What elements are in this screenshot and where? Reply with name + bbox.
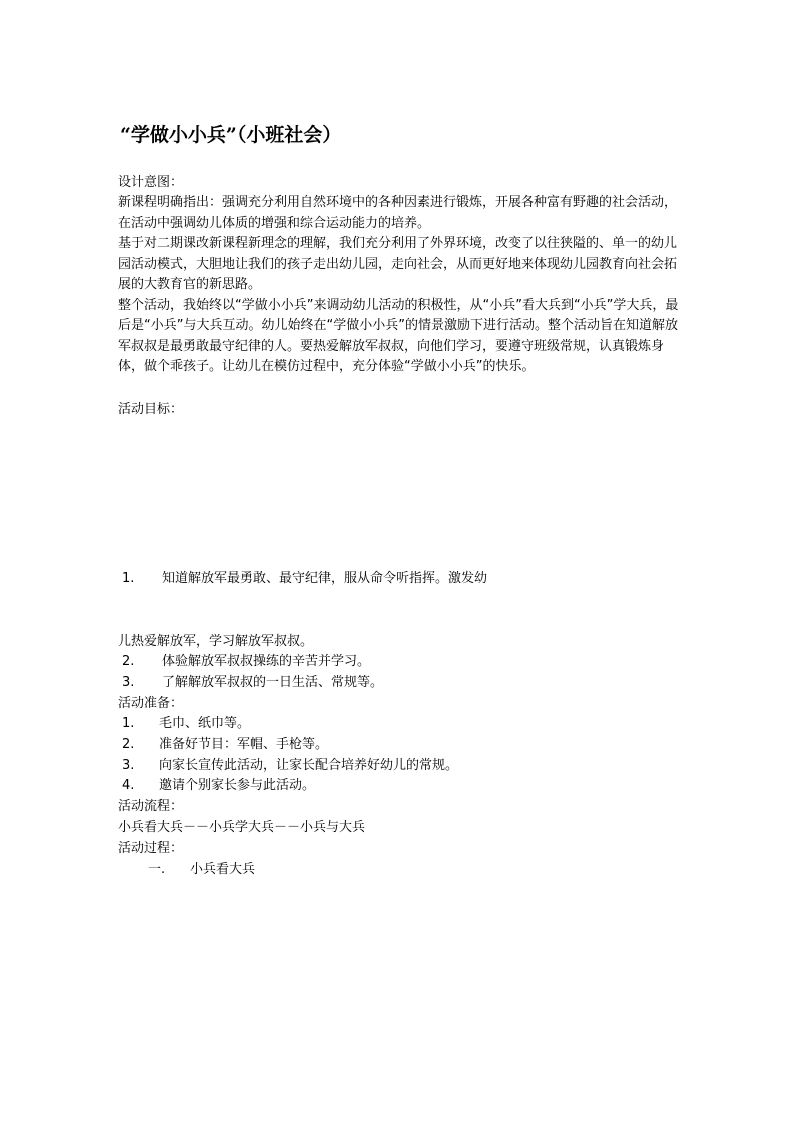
document-title: “学做小小兵”（小班社会） bbox=[120, 124, 342, 146]
process-number: 一. bbox=[148, 862, 166, 877]
prep-number: 1. bbox=[122, 716, 135, 731]
prep-number: 4. bbox=[122, 778, 135, 793]
flow-label: 活动流程： bbox=[118, 799, 184, 814]
design-intent-label: 设计意图： bbox=[118, 175, 184, 190]
goal-1-continuation: 儿热爱解放军，学习解放军叔叔。 bbox=[118, 634, 314, 649]
intent-paragraph: 新课程明确指出：强调充分利用自然环境中的各种因素进行锻炼，开展各种富有野趣的社会活动，在活动中强调幼儿体质的增强和综合运动能力的培养。 bbox=[118, 195, 678, 231]
prep-text: 邀请个别家长参与此活动。 bbox=[159, 778, 316, 793]
goals-label: 活动目标： bbox=[118, 402, 184, 417]
goal-text: 知道解放军最勇敢、最守纪律，服从命令听指挥。激发幼 bbox=[162, 571, 488, 586]
goal-number: 1. bbox=[122, 571, 135, 586]
goal-text: 了解解放军叔叔的一日生活、常规等。 bbox=[162, 675, 384, 690]
process-label: 活动过程： bbox=[118, 841, 184, 856]
flow-text: 小兵看大兵－－小兵学大兵－－小兵与大兵 bbox=[118, 820, 366, 835]
process-text: 小兵看大兵 bbox=[190, 862, 256, 877]
goal-number: 2. bbox=[122, 654, 135, 669]
intent-paragraph: 整个活动，我始终以“学做小小兵”来调动幼儿活动的积极性，从“小兵”看大兵到“小兵”学大兵，最后是“小兵”与大兵互动。幼儿始终在“学做小小兵”的情景激励下进行活动。整个活动旨在知道解放军叔叔是最勇敢最守纪律的人。要热爱解放军叔叔，向他们学习，要遵守班级常规，认真锻炼身体，做个乖孩子。让幼儿在模仿过程中，充分体验“学做小小兵”的快乐。 bbox=[118, 297, 679, 374]
prep-text: 毛巾、纸巾等。 bbox=[159, 716, 251, 731]
prep-text: 准备好节目：军帽、手枪等。 bbox=[159, 737, 329, 752]
goal-number: 3. bbox=[122, 675, 135, 690]
design-intent-body bbox=[118, 193, 683, 378]
intent-paragraph: 基于对二期课改新课程新理念的理解，我们充分利用了外界环境，改变了以往狭隘的、单一的幼儿园活动模式，大胆地让我们的孩子走出幼儿园，走向社会，从而更好地来体现幼儿园教育向社会拓展的大教育官的新思路。 bbox=[118, 236, 678, 292]
goal-text: 体验解放军叔叔操练的辛苦并学习。 bbox=[162, 654, 371, 669]
prep-label: 活动准备： bbox=[118, 696, 184, 711]
prep-number: 2. bbox=[122, 737, 135, 752]
prep-text: 向家长宣传此活动，让家长配合培养好幼儿的常规。 bbox=[159, 758, 459, 773]
prep-number: 3. bbox=[122, 758, 135, 773]
